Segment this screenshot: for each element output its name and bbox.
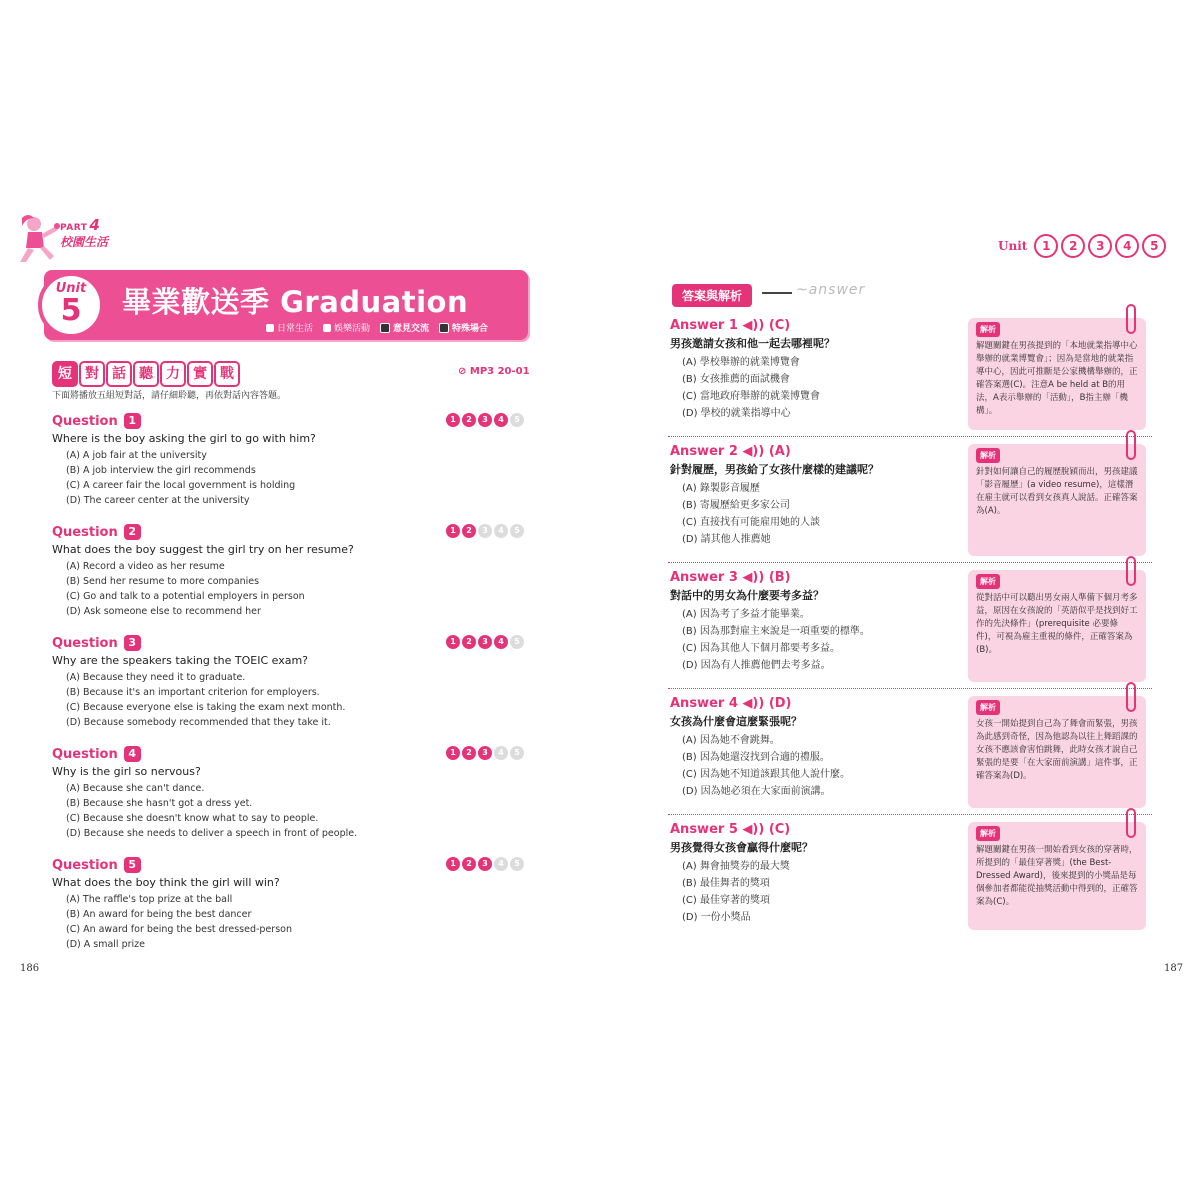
option: (C) 最佳穿著的獎項 xyxy=(682,895,770,906)
option: (A) 因為考了多益才能畢業。 xyxy=(682,609,810,620)
divider xyxy=(668,562,1152,563)
section-title: 短 對 話 聽 力 實 戰 xyxy=(52,361,240,387)
difficulty-dots: 1 2 3 4 5 xyxy=(446,635,524,649)
question-text: What does the boy think the girl will win? xyxy=(52,876,280,889)
divider xyxy=(668,814,1152,815)
difficulty-dots: 1 2 3 4 5 xyxy=(446,524,524,538)
answer-block xyxy=(670,444,960,548)
question-block xyxy=(52,413,472,508)
explanation-note: 解析 解題關鍵在男孩一開始看到女孩的穿著時，所提到的「最佳穿著獎」(the Best-Dressed Award)，後來提到的小獎品是每個參加者都能從抽獎活動中得到的，正確答案為(C)。 xyxy=(968,822,1146,930)
option: (C) 直接找有可能雇用她的人談 xyxy=(682,517,820,528)
unit-nav-item[interactable]: 2 xyxy=(1061,234,1085,258)
part-title: 校園生活 xyxy=(60,235,109,249)
answer-block xyxy=(670,822,960,926)
option: (B) 因為那對雇主來說是一項重要的標準。 xyxy=(682,626,870,637)
mp3-track[interactable]: ⊘ MP3 20-01 xyxy=(458,366,530,377)
speaker-icon: ◀)) xyxy=(742,570,765,585)
answer-heading: Answer 1 ◀)) (C) xyxy=(670,318,791,333)
option: (D) 因為她必須在大家面前演講。 xyxy=(682,786,831,797)
answer-question: 針對履歷，男孩給了女孩什麼樣的建議呢？ xyxy=(670,463,879,476)
page-number-left: 186 xyxy=(20,963,40,974)
option: (C) Go and talk to a potential employers in person xyxy=(66,591,305,602)
answer-question: 女孩為什麼會這麼緊張呢？ xyxy=(670,715,802,728)
banner-title: 畢業歡送季 Graduation xyxy=(122,285,469,319)
option: (D) 學校的就業指導中心 xyxy=(682,408,791,419)
answer-question: 男孩覺得女孩會贏得什麼呢？ xyxy=(670,841,813,854)
difficulty-dots: 1 2 3 4 5 xyxy=(446,857,524,871)
option: (A) Because they need it to graduate. xyxy=(66,672,246,683)
option: (D) Because she needs to deliver a speech in front of people. xyxy=(66,828,358,839)
category-opinion: 意見交流 xyxy=(380,321,429,334)
checkbox-icon xyxy=(323,324,331,332)
question-block xyxy=(52,524,472,619)
explanation-note: 解析 從對話中可以聽出男女兩人準備下個月考多益，原因在女孩說的「英語似乎是找到好工作的先決條件」(prerequisite 必要條件)，可視為雇主重視的條件，正確答案為(B)。 xyxy=(968,570,1146,682)
option: (B) 女孩推薦的面試機會 xyxy=(682,374,790,385)
unit-badge xyxy=(38,272,104,338)
unit-number: 5 xyxy=(60,293,82,328)
part-number: 4 xyxy=(89,216,101,234)
divider xyxy=(668,688,1152,689)
explanation-note: 解析 解題關鍵在男孩提到的「本地就業指導中心舉辦的就業博覽會」；因為是當地的就業指導中心，因此可推斷是公家機構舉辦的，正確答案選(C)。注意A be held at B的用法，A表示舉辦的「活動」，B指主辦「機構」。 xyxy=(968,318,1146,430)
answer-question: 對話中的男女為什麼要考多益？ xyxy=(670,589,824,602)
divider xyxy=(668,436,1152,437)
option: (C) Because she doesn't know what to say to people. xyxy=(66,813,319,824)
option: (C) Because everyone else is taking the exam next month. xyxy=(66,702,346,713)
question-text: What does the boy suggest the girl try on her resume? xyxy=(52,543,354,556)
speaker-icon: ◀)) xyxy=(742,696,765,711)
question-heading: Question 3 xyxy=(52,635,472,651)
note-tag: 解析 xyxy=(976,826,1000,841)
answer-section-tag: 答案與解析 xyxy=(672,284,752,307)
cheerleader-figure-icon xyxy=(14,214,60,264)
option: (D) Ask someone else to recommend her xyxy=(66,606,261,617)
question-text: Why are the speakers taking the TOEIC exam? xyxy=(52,654,309,667)
checkbox-icon xyxy=(266,324,274,332)
question-heading: Question 2 xyxy=(52,524,472,540)
speaker-icon: ◀)) xyxy=(742,318,765,333)
answer-block xyxy=(670,696,960,800)
option: (B) Because she hasn't got a dress yet. xyxy=(66,798,253,809)
option: (A) A job fair at the university xyxy=(66,450,207,461)
unit-nav-item[interactable]: 5 xyxy=(1142,234,1166,258)
option: (B) 最佳舞者的獎項 xyxy=(682,878,770,889)
answer-heading: Answer 2 ◀)) (A) xyxy=(670,444,791,459)
pencil-icon xyxy=(762,292,792,294)
option: (D) 請其他人推薦她 xyxy=(682,534,771,545)
category-special: 特殊場合 xyxy=(439,321,488,334)
option: (C) An award for being the best dressed-person xyxy=(66,924,292,935)
option: (B) Because it's an important criterion for employers. xyxy=(66,687,320,698)
option: (B) 因為她還沒找到合適的禮服。 xyxy=(682,752,830,763)
answer-heading: Answer 4 ◀)) (D) xyxy=(670,696,792,711)
explanation-note: 解析 針對如何讓自己的履歷脫穎而出，男孩建議「影音履歷」(a video resume)，這樣潛在雇主就可以看到女孩真人說話。正確答案為(A)。 xyxy=(968,444,1146,556)
option: (A) Record a video as her resume xyxy=(66,561,225,572)
unit-nav-item[interactable]: 3 xyxy=(1088,234,1112,258)
option: (D) A small prize xyxy=(66,939,145,950)
paperclip-icon xyxy=(1126,808,1136,838)
page-number-right: 187 xyxy=(1164,963,1184,974)
note-tag: 解析 xyxy=(976,700,1000,715)
option: (B) 寄履歷給更多家公司 xyxy=(682,500,790,511)
option: (D) 一份小獎品 xyxy=(682,912,751,923)
option: (A) 因為她不會跳舞。 xyxy=(682,735,780,746)
option: (D) The career center at the university xyxy=(66,495,250,506)
option: (A) 學校舉辦的就業博覽會 xyxy=(682,357,800,368)
answer-question: 男孩邀請女孩和他一起去哪裡呢？ xyxy=(670,337,835,350)
answer-deco-text: ~answer xyxy=(796,282,866,298)
question-text: Why is the girl so nervous? xyxy=(52,765,201,778)
option: (C) 因為其他人下個月都要考多益。 xyxy=(682,643,840,654)
checkbox-icon xyxy=(439,323,449,333)
option: (A) The raffle's top prize at the ball xyxy=(66,894,233,905)
category-list xyxy=(266,321,488,334)
option: (A) 舞會抽獎券的最大獎 xyxy=(682,861,790,872)
paperclip-icon xyxy=(1126,682,1136,712)
option: (B) Send her resume to more companies xyxy=(66,576,260,587)
question-text: Where is the boy asking the girl to go with him? xyxy=(52,432,316,445)
speaker-icon: ◀)) xyxy=(742,822,765,837)
option: (C) A career fair the local government is holding xyxy=(66,480,296,491)
checkbox-icon xyxy=(380,323,390,333)
option: (C) 因為她不知道該跟其他人說什麼。 xyxy=(682,769,850,780)
category-daily: 日常生活 xyxy=(266,321,313,334)
question-heading: Question 1 xyxy=(52,413,472,429)
answer-heading: Answer 5 ◀)) (C) xyxy=(670,822,791,837)
paperclip-icon xyxy=(1126,556,1136,586)
note-tag: 解析 xyxy=(976,322,1000,337)
difficulty-dots: 1 2 3 4 5 xyxy=(446,413,524,427)
question-heading: Question 4 xyxy=(52,746,472,762)
explanation-note: 解析 女孩一開始提到自己為了舞會而緊張，男孩為此感到奇怪，因為他認為以往上舞蹈課的女孩不應該會害怕跳舞，此時女孩才說自己緊張的是要「在大家面前演講」這件事，正確答案為(D)。 xyxy=(968,696,1146,808)
option: (B) A job interview the girl recommends xyxy=(66,465,256,476)
answer-block xyxy=(670,570,960,674)
option: (A) Because she can't dance. xyxy=(66,783,205,794)
option: (A) 錄製影音履歷 xyxy=(682,483,760,494)
unit-navigation: Unit 1 2 3 4 5 xyxy=(998,234,1166,258)
option: (C) 當地政府舉辦的就業博覽會 xyxy=(682,391,820,402)
unit-nav-item[interactable]: 4 xyxy=(1115,234,1139,258)
paperclip-icon xyxy=(1126,304,1136,334)
question-block xyxy=(52,857,472,952)
unit-nav-item[interactable]: 1 xyxy=(1034,234,1058,258)
category-entertainment: 娛樂活動 xyxy=(323,321,370,334)
unit-word: Unit xyxy=(55,281,87,296)
speaker-icon: ◀)) xyxy=(742,444,765,459)
note-tag: 解析 xyxy=(976,448,1000,463)
option: (D) 因為有人推薦他們去考多益。 xyxy=(682,660,831,671)
question-block xyxy=(52,635,472,730)
option: (B) An award for being the best dancer xyxy=(66,909,252,920)
option: (D) Because somebody recommended that they take it. xyxy=(66,717,331,728)
question-heading: Question 5 xyxy=(52,857,472,873)
paperclip-icon xyxy=(1126,430,1136,460)
answer-heading: Answer 3 ◀)) (B) xyxy=(670,570,791,585)
instructions: 下面將播放五組短對話，請仔細聆聽，再依對話內容答題。 xyxy=(52,391,287,401)
question-block xyxy=(52,746,472,841)
part-label: PART 4 xyxy=(60,216,101,234)
difficulty-dots: 1 2 3 4 5 xyxy=(446,746,524,760)
note-tag: 解析 xyxy=(976,574,1000,589)
answer-block xyxy=(670,318,960,422)
